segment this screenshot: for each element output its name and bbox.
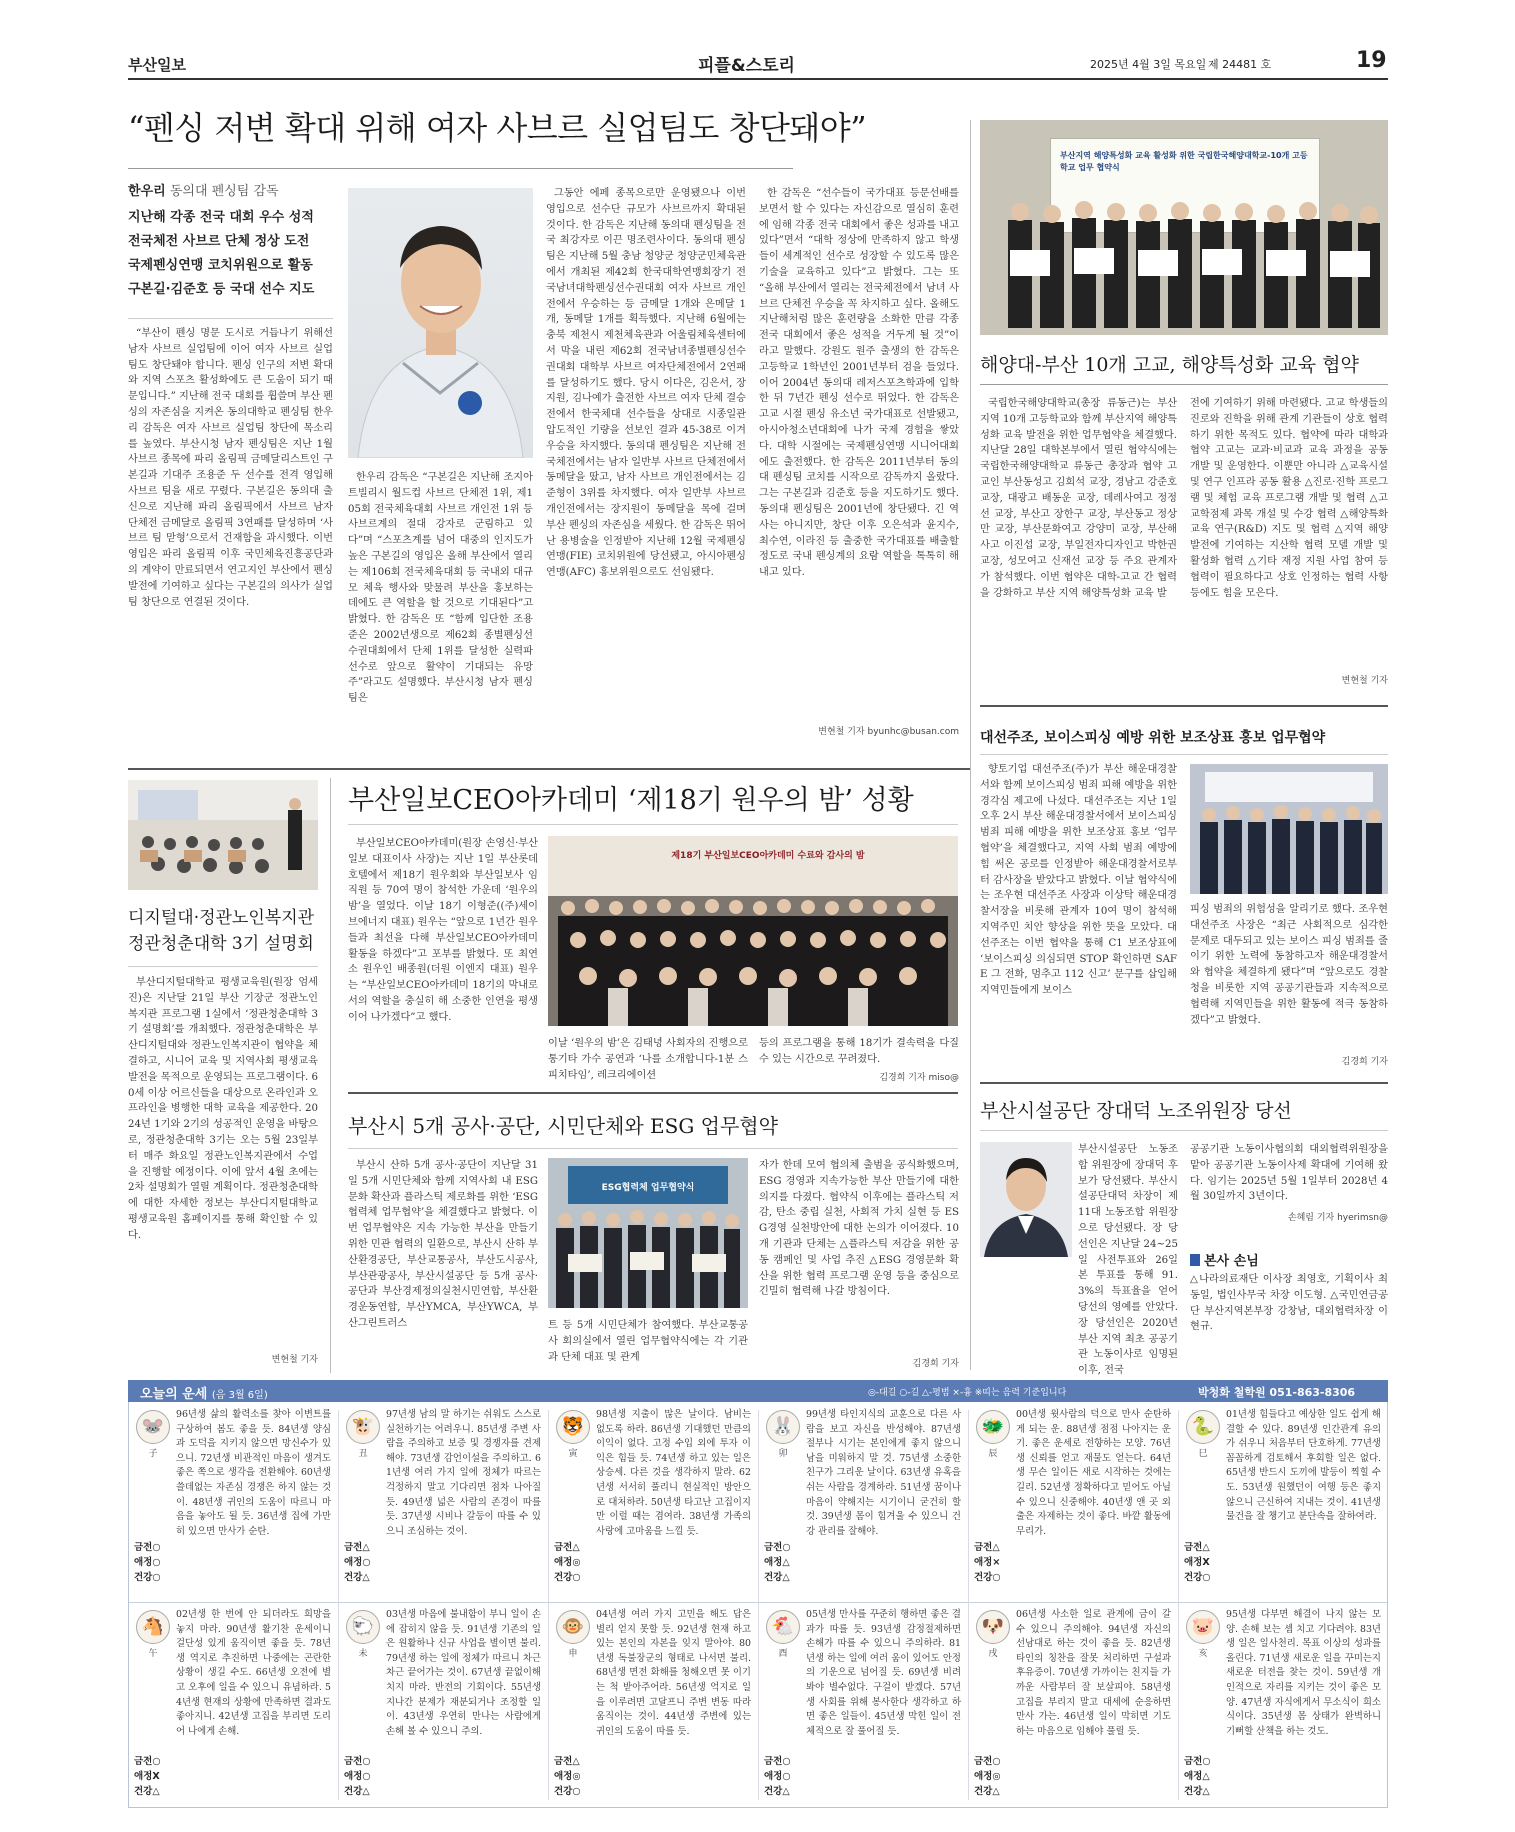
- sign-label: 卯: [778, 1449, 788, 1459]
- snake-icon: 🐍: [1186, 1410, 1220, 1444]
- digital-photo: [128, 780, 318, 890]
- fortune-ratings: 금전○ 애정○ 건강△: [344, 1756, 371, 1797]
- fortune-ratings: 금전○ 애정△ 건강△: [764, 1542, 791, 1583]
- ocean-banner-text: 부산지역 해양특성화 교육 활성화 위한 국립한국해양대학교-10개 고등학교 업무 협약식: [1060, 151, 1308, 172]
- ocean-mou-headline: 해양대-부산 10개 고교, 해양특성화 교육 협약: [980, 354, 1359, 376]
- fortune-ratings: 금전△ 애정○ 건강△: [344, 1542, 371, 1583]
- dog-icon: 🐶: [976, 1610, 1010, 1644]
- ocean-col-1: 국립한국해양대학교(총장 류동근)는 부산 지역 10개 고등학교와 함께 부산지역 해양특성화 교육 발전을 위한 업무협약을 체결했다. 지난달 28일 대학본부에서 열린 협약식에는 국립한국해양대학교 류동근 총장과 협약 고교인 부산동성고 김희석 교장, 경남고 강준호 교장, 대광고 배동운 교장, 데레사여고 정정선 교장, 부산고 장한구 교장, 부산동고 정상만 교장, 부산문화여고 강양미 교장, 부산해사고 이진섭 교장, 부일전자디자인고 박한권 교장, 성모여고 신재선 교장 등 주요 관계자가 참석했다. 이번 협약은 대학-고교 간 협력을 강화하고 부산 지역 해양특성화 교육 발: [980, 398, 1177, 599]
- fortune-ratings: 금전△ 애정× 건강○: [974, 1542, 1001, 1583]
- fortune-cell-sheep: [338, 1608, 548, 1804]
- union-col-2: 공공기관 노동이사협의회 대외협력위원장을 맡아 공공기관 노동이사제 확대에 기여해 왔다. 임기는 2025년 5월 1일부터 2028년 4월 30일까지 3년이다.: [1190, 1144, 1388, 1203]
- fortune-cell-dragon: [968, 1408, 1178, 1602]
- rat-icon: 🐭: [136, 1410, 170, 1444]
- fortune-ratings: 금전△ 애정◎ 건강○: [554, 1756, 581, 1797]
- interview-col-3: 그동안 에페 종목으로만 운영됐으나 이번 영입으로 선수단 규모가 사브르까지 확대된 것이다. 한 감독은 지난해 동의대 펜싱팀을 전국 최강자로 이끈 명조련사이다. 동의대 펜싱팀은 지난해 5월 충남 청양군 청양군민체육관에서 개최된 제42회 한국대학연맹회장기 전국남녀대학펜싱선수권대회 여자 사브르 개인전에서 우승하는 등 금메달 1개와 은메달 1개, 동메달 1개를 획득했다. 지난해 6월에는 충북 제천시 제천체육관과 어울림체육센터에서 막을 내린 제62회 전국남녀종별펜싱선수권대회 대학부 사브르 여자단체전에서 2연패를 달성하기도 했다. 당시 이다은, 김은서, 장지원, 김나예가 출전한 사브르 여자 단체 결승전에서 한국체대 선수들을 상대로 시종일관 압도적인 기량을 선보인 결과 45-38로 이겨 우승을 차지했다. 동의대 펜싱팀은 지난해 전국체전에서는 남자 일반부 사브르 단체전에서 동메달을 땄고, 남자 사브르 개인전에서는 김준형이 3위를 차지했다. 여자 일반부 사브르 개인전에서는 장지원이 동메달을 목에 걸며 부산 펜싱의 자존심을 세웠다. 한 감독은 뛰어난 용병술을 인정받아 지난해 12월 국제펜싱연맹(FIE) 코치위원에 당선됐고, 아시아펜싱연맹(AFC) 홍보위원으로도 선임됐다.: [546, 188, 746, 579]
- esg-col-3: 자가 한데 모여 협의체 출범을 공식화했으며, ESG 경영과 지속가능한 부산 만들기에 대한 의지를 다졌다. 협약식 이후에는 플라스틱 저감, 탄소 중립 실천, 사회적 가치 실현 등 ESG경영 실천방안에 대한 논의가 이어졌다. 10개 기관과 단체는 △플라스틱 저감을 위한 공동 캠페인 및 사업 추진 △ESG 경영문화 확산을 위한 협력 프로그램 운영 등을 중심으로 긴밀히 협력해 나갈 방침이다.: [759, 1160, 959, 1298]
- interview-col-2: 한우리 감독은 “구본길은 지난해 조지아 트빌리시 월드컵 사브르 단체전 1위, 제105회 전국체육대회 사브르 개인전 1위 등 사브르계의 절대 강자로 군림하고 있다”며 “스포츠계를 넘어 대중의 인지도가 높은 구본길의 영입은 올해 부산에서 열리는 제106회 전국체육대회 등 국내외 대규모 체육 행사와 맞물려 부산을 홍보하는 데에도 큰 역할을 할 것으로 기대된다”고 밝혔다. 한 감독은 또 “함께 입단한 조용준은 2002년생으로 제62회 종별펜싱선수권대회에서 단체 1위를 달성한 실력파 선수로 앞으로 활약이 기대되는 유망주”라고도 설명했다. 부산시청 남자 펜싱팀은: [348, 472, 533, 705]
- fortune-cell-rooster: [758, 1608, 968, 1804]
- esg-banner: ESG협력체 업무협약식: [601, 1183, 695, 1193]
- ocean-byline: 변현철 기자: [1341, 676, 1388, 686]
- sign-label: 辰: [988, 1449, 998, 1459]
- issue-date: 2025년 4월 3일 목요일: [1090, 58, 1207, 71]
- ocean-col-2: 전에 기여하기 위해 마련됐다. 고교 학생들의 진로와 진학을 위해 관계 기관들이 상호 협력하기 위한 목적도 있다. 협약에 따라 대학과 협약 고교는 교과·비교과 교육 과정을 공동 개발 및 운영한다. 이뿐만 아니라 △교육시설 및 연구 인프라 공동 활용 △진로·진학 프로그램 및 체험 교육 프로그램 개발 및 협력 △고교학점제 과목 개설 및 수강 협력 △해양특화 교육 연구(R&D) 지도 및 협력 △지역 해양 발전에 기여하는 지산학 협력 모델 개발 및 활성화 협력 △기타 재정 지원 사업 참여 등 협력이 필요하다고 상호 인정하는 협력 사항 등에도 힘을 모은다.: [1190, 398, 1388, 599]
- sign-label: 丑: [358, 1449, 368, 1459]
- daesun-col-1: 향토기업 대선주조(주)가 부산 해운대경찰서와 함께 보이스피싱 범죄 피해 예방을 위한 경각심 제고에 나섰다. 대선주조는 지난 1일 오후 2시 부산 해운대경찰서에서 보이스피싱 범죄 피해 예방을 위한 보조상표 홍보 ‘업무협약’을 체결했다고, 지역 사회 범죄 예방에 힘 써온 공로를 인정받아 해운대경찰서로부터 감사장을 받았다고 밝혔다. 이날 협약식에는 조우현 대선주조 사장과 이상탁 해운대경찰서장을 비롯해 관계자 10여 명이 참석해 지역주민 치안 향상을 위한 뜻을 모았다. 대선주조는 이번 협약을 통해 C1 보조상표에 ‘보이스피싱 의심되면 STOP 확인하면 SAFE 그 전화, 멈추고 112 신고’ 문구를 삽입해 지역민들에게 보이스: [980, 764, 1177, 997]
- guests-label: [1190, 1250, 1259, 1269]
- deck-line: 지난해 각종 전국 대회 우수 성적: [128, 210, 314, 225]
- monkey-icon: 🐵: [556, 1610, 590, 1644]
- deck-line: 전국체전 사브르 단체 정상 도전: [128, 234, 310, 249]
- section-name: 피플&스토리: [698, 56, 795, 76]
- guests-text: △나라의료재단 이사장 최영호, 기획이사 최동일, 법인사무국 차장 이도형. △국민연금공단 부산지역본부장 강창남, 대외협력차장 이현규.: [1190, 1274, 1388, 1333]
- interview-col-1: “부산이 펜싱 명문 도시로 거듭나기 위해선 남자 사브르 실업팀에 이어 여자 사브르 실업팀도 창단돼야 합니다. 펜싱 인구의 저변 확대와 지역 스포츠 활성화에도 큰 도움이 되기 때문입니다.” 지난해 전국 대회를 휩쓸며 부산 펜싱의 자존심을 지켜온 동의대학교 펜싱팀 한우리 감독은 여자 사브르 실업팀 창단에 목소리를 높였다. 부산시청 남자 펜싱팀은 지난 1월 사브르 종목에 파리 올림픽 금메달리스트인 구본길과 기대주 조용준 두 선수를 전격 영입해 사브르 팀을 새로 꾸렸다. 구본길은 동의대 출신으로 지난해 파리 올림픽에서 사브르 남자 단체전 금메달로 올림픽 3연패를 달성하며 ‘사브르 팀 맏형’으로서 건재함을 과시했다. 이번 영입은 파리 올림픽 이후 국민체육진흥공단과의 계약이 만료되면서 연고지인 부산에서 펜싱 발전에 기여하고 싶다는 구본길의 의사가 실업팀 창단으로 연결된 것이다.: [128, 328, 333, 608]
- esg-byline: 김경희 기자: [912, 1359, 959, 1369]
- fortune-cell-monkey: [548, 1608, 758, 1804]
- page-number: 19: [1356, 48, 1387, 73]
- union-portrait: [980, 1142, 1072, 1257]
- fortune-text: 95년생 다부면 해결이 나지 않는 모양. 손해 보는 셈 치고 기다려야. 83년생 일은 일사천리. 목표 이상의 성과를 올린다. 71년생 새로운 일을 꾸미는지 새로운 터전을 찾는 것이. 59년생 개인적으로 자리를 지키는 것이 좋은 모양. 47년생 자식에게서 무소식이 희소식이다. 35년생 몸 상태가 완벽하니 기뻐할 산책을 하는 것도.: [1226, 1609, 1381, 1737]
- esg-headline: 부산시 5개 공사·공단, 시민단체와 ESG 업무협약: [348, 1114, 778, 1138]
- union-col-1: 부산시설공단 노동조합 위원장에 장대덕 후보가 당선됐다. 부산시설공단대덕 차장이 제11대 노동조합 위원장으로 당선됐다. 장 당선인은 지난달 24~25일 사전투표와 26일 본 투표를 통해 91.3%의 득표율을 얻어 당선의 영예를 안았다. 장 당선인은 2020년 부산 지역 최초 공공기관 노동이사로 임명된 이후, 전국: [1078, 1144, 1178, 1377]
- horse-icon: 🐴: [136, 1610, 170, 1644]
- rooster-icon: 🐔: [766, 1610, 800, 1644]
- digital-byline: 변현철 기자: [271, 1355, 318, 1365]
- esg-group: [548, 1158, 748, 1308]
- ceo-photo: [548, 836, 958, 1026]
- esg-caption: 트 등 5개 시민단체가 참여했다. 부산교통공사 회의실에서 열린 업무협약식에는 각 기관과 단체 대표 및 관계: [548, 1320, 748, 1363]
- ceo-col-1: 부산일보CEO아카데미(원장 손영신·부산일보 대표이사 사장)는 지난 1일 부산롯데호텔에서 제18기 원우회와 부산일보사 임직원 등 70여 명이 참석한 가운데 ‘원우의 밤’을 열었다. 이날 18기 이형준((주)세이브에너지 대표) 원우는 “앞으로 1년간 원우들과 최선을 다해 부산일보CEO아카데미 활동을 하겠다”고 포부를 밝혔다. 또 최연소 원우인 배종원(더원 이엔지 대표) 원우는 “부산일보CEO아카데미 18기의 막내로서의 역할을 충실히 해 소중한 인연을 평생 이어 나가겠다”고 했다.: [348, 838, 538, 1023]
- fortune-cell-snake: [1178, 1408, 1388, 1602]
- deck-line: 국제펜싱연맹 코치위원으로 활동: [128, 258, 313, 273]
- digital-headline-2: 정관청춘대학 3기 설명회: [128, 934, 314, 954]
- interview-headline: “펜싱 저변 확대 위해 여자 사브르 실업팀도 창단돼야”: [128, 109, 867, 147]
- sign-label: 子: [148, 1449, 158, 1459]
- sign-label: 寅: [568, 1449, 578, 1459]
- union-portrait-illustration: [980, 1142, 1072, 1257]
- daesun-headline: 대선주조, 보이스피싱 예방 위한 보조상표 홍보 업무협약: [980, 730, 1326, 746]
- fortune-text: 03년생 마음에 불내함이 부니 일이 손에 잡히지 않을 듯. 91년생 기존의 일은 원활하나 신규 사업을 별이면 불리. 79년생 하는 일에 정체가 따르니 차근차근 끝어가는 것이. 67년생 끝없이해치지 마라. 반전의 기회이다. 55년생 지나간 분제가 재분되거나 조정할 일이. 43년생 우연히 만나는 사람에게 손해 볼 수 있으니 주의.: [386, 1609, 541, 1737]
- fortune-title: 오늘의 운세 (음 3월 6일): [140, 1387, 268, 1402]
- fortune-legend: ◎-대길 ○-길 △-평범 ×-흉 ※띠는 음력 기준입니다: [868, 1388, 1067, 1398]
- portrait-illustration: [348, 188, 533, 458]
- sign-label: 申: [568, 1649, 578, 1659]
- guests-label-text: 본사 손님: [1204, 1254, 1259, 1269]
- interview-col-4: 한 감독은 “선수들이 국가대표 등문선배를 보면서 할 수 있다는 자신감으로 열심히 훈련에 임해 각종 전국 대회에서 좋은 성과를 내고 있다”면서 “대학 정상에 만족하지 않고 학생들이 세계적인 선수로 성장할 수 있도록 많은 기술을 교육하고 있다”고 밝혔다. 그는 또 “올해 부산에서 열리는 전국체전에서 남녀 사브르 단체전 우승을 꼭 차지하고 싶다. 올해도 지난해처럼 많은 훈련량을 소화한 만큼 각종 전국 대회에서 좋은 성적을 거두게 될 것”이라고 말했다. 강원도 원주 출생의 한 감독은 고등학교 1학년인 2001년부터 검을 들었다. 이어 2004년 동의대 레저스포츠학과에 입학한 뒤 7년간 펜싱 선수로 뛰었다. 한 감독은 고교 시절 펜싱 유소년 국가대표로 선발됐고, 아시아청소년대회에 나가 국제 경험을 쌓았다. 대학 시절에는 국제펜싱연맹 시니어대회에도 출전했다. 한 감독은 2011년부터 동의대 펜싱팀 코치를 시작으로 감독까지 올랐다. 그는 구본길과 김준호 등을 지도하기도 했다. 동의대 펜싱팀은 2001년에 창단됐다. 긴 역사는 아니지만, 창단 이후 오은석과 윤지수, 최수연, 이라진 등 출중한 국가대표를 배출할 정도로 국내 펜싱계의 요람 역할을 톡톡히 해내고 있다.: [759, 188, 959, 579]
- ceo-group: [548, 836, 958, 1026]
- sign-label: 未: [358, 1649, 368, 1659]
- ceo-headline: 부산일보CEO아카데미 ‘제18기 원우의 밤’ 성황: [348, 785, 914, 816]
- fortune-ratings: 금전○ 애정○ 건강△: [764, 1756, 791, 1797]
- subject-name: 한우리: [128, 184, 166, 199]
- interview-byline: 변현철 기자 byunhc@busan.com: [818, 727, 959, 737]
- fortune-cell-horse: [128, 1608, 338, 1804]
- digital-audience: [128, 780, 318, 890]
- daesun-people: [1190, 764, 1388, 894]
- fortune-ratings: 금전○ 애정X 건강△: [134, 1756, 161, 1797]
- rabbit-icon: 🐰: [766, 1410, 800, 1444]
- fortune-text: 06년생 사소한 일로 관계에 금이 갈 수 있으니 주의해야. 94년생 자신의 선남대로 하는 것이 좋을 듯. 82년생 타인의 칭찬을 잘못 처리하면 구설과 후유증이. 70년생 가까이는 친지들 가까운 사람부터 잘 보살피야. 58년생 고집을 부리지 말고 대세에 순응하면 만사 가는. 46년생 일이 막히면 기도하는 마음으로 임해야 풀릴 듯.: [1016, 1609, 1171, 1737]
- pig-icon: 🐷: [1186, 1610, 1220, 1644]
- ceo-banner: 제18기 부산일보CEO아카데미 수료와 감사의 밤: [671, 851, 865, 861]
- sign-label: 巳: [1198, 1449, 1208, 1459]
- digital-body: 부산디지털대학교 평생교육원(원장 엄세진)은 지난달 21일 부산 기장군 정관노인복지관 프로그램 1실에서 ‘정관청춘대학 3기 설명회’를 개최했다. 정관청춘대학은 부산디지털대와 정관노인복지관이 협약을 체결하고, 시니어 교육 및 지역사회 평생교육 발전을 목적으로 운영되는 프로그램이다. 60세 이상 어르신들을 대상으로 온라인과 오프라인을 병행한 대학 교육을 제공한다. 2024년 1기와 2기의 성공적인 운영을 바탕으로, 정관청춘대학 3기는 오는 5월 23일부터 매주 화요일 정관노인복지관에서 수업을 진행할 예정이다. 이에 앞서 4월 초에는 2차 설명회가 열릴 계획이다. 정관청춘대학에 대한 자세한 정보는 부산디지털대학교 평생교육원 홈페이지를 통해 확인할 수 있다.: [128, 977, 318, 1241]
- daesun-col-2: 피싱 범죄의 위험성을 알리기로 했다. 조우현 대선주조 사장은 “최근 사회적으로 심각한 문제로 대두되고 있는 보이스 피싱 범죄를 줄이기 위한 노력에 동참하고자 해운대경찰서와 협약을 체결하게 됐다”며 “앞으로도 경찰청을 비롯한 지역 공공기관들과 지속적으로 협력해 지역민들을 위한 활동에 적극 동참하겠다”고 밝혔다.: [1190, 904, 1388, 1026]
- fortune-text: 99년생 타인지식의 교훈으로 다른 사람을 보고 자신을 반성해야. 87년생 절부나 시기는 본인에게 좋지 않으니 남을 미워하지 말 것. 75년생 소중한 친구가 그리운 날이다. 63년생 유혹을 쉬는 사람을 경계하라. 51년생 꿈이나 마음이 약해지는 시기이니 굳건히 할 것. 39년생 몸이 힘겨울 수 있으니 건강 관리를 잘해야.: [806, 1409, 961, 1537]
- daesun-photo: [1190, 764, 1388, 894]
- fortune-ratings: 금전○ 애정○ 건강○: [134, 1542, 161, 1583]
- ocean-mou-photo: [980, 120, 1388, 335]
- issue-number: 제 24481 호: [1208, 58, 1272, 71]
- sheep-icon: 🐑: [346, 1610, 380, 1644]
- interview-subject: [128, 180, 279, 199]
- fortune-ratings: 금전△ 애정◎ 건강○: [554, 1542, 581, 1583]
- paper-name: 부산일보: [128, 56, 186, 74]
- sign-label: 戌: [988, 1649, 998, 1659]
- fortune-text: 00년생 윗사람의 덕으로 만사 순탄하게 되는 운. 88년생 점점 나아지는 운기. 좋은 운세로 전향하는 모양. 76년생 신뢰를 얻고 재물도 얻는다. 64년생 무슨 일이든 새로 시작하는 것에는 길리. 52년생 정확하다고 믿어도 아닐 수 있으니 신중해야. 40년생 앤 곳 외출은 자제하는 것이 좋다. 바깥 활동에 무리가.: [1016, 1409, 1171, 1537]
- fortune-cell-dog: [968, 1608, 1178, 1804]
- digital-headline: [128, 905, 314, 957]
- portrait-photo: [348, 188, 533, 458]
- fortune-cell-ox: [338, 1408, 548, 1602]
- ceo-caption-2: 등의 프로그램을 통해 18기가 결속력을 다질 수 있는 시간으로 꾸려졌다.: [759, 1038, 959, 1065]
- fortune-text: 01년생 힘들다고 예상한 일도 쉽게 해결할 수 있다. 89년생 인간관계 유의가 쉬우니 처음부터 단호하게. 77년생 꼼꼼하게 검토해서 후회할 일은 없다. 65년생 반드시 도끼에 발등이 찍힐 수도. 53년생 원했던이 여행 등은 좋지 않으니 근신하여 지내는 것이. 41년생 물건을 잘 챙기고 분단속을 잘하여라.: [1226, 1409, 1381, 1523]
- esg-photo: [548, 1158, 748, 1308]
- fortune-ratings: 금전○ 애정△ 건강△: [1184, 1756, 1211, 1797]
- fortune-cell-tiger: [548, 1408, 758, 1602]
- sign-label: 亥: [1198, 1649, 1208, 1659]
- digital-headline-1: 디지털대·정관노인복지관: [128, 908, 315, 928]
- union-headline: 부산시설공단 장대덕 노조위원장 당선: [980, 1100, 1292, 1122]
- fortune-bar: [128, 1380, 1388, 1402]
- tiger-icon: 🐯: [556, 1410, 590, 1444]
- guests-marker: [1190, 1254, 1200, 1266]
- fortune-text: 04년생 여러 가지 고민을 해도 답은 별리 얻지 못할 듯. 92년생 현재 하고 있는 본인의 자본을 잊지 말아야. 80년생 독불장군의 형태로 나서면 불리. 68년생 면전 화해를 청해오면 못 이기는 척 받아주어라. 56년생 억지로 일을 이루려면 고달프니 주변 변동 따라 움직이는 것이. 44년생 주변에 있는 귀인의 도움이 따를 듯.: [596, 1609, 751, 1737]
- fortune-ratings: 금전△ 애정X 건강○: [1184, 1542, 1211, 1583]
- sign-label: 酉: [778, 1649, 788, 1659]
- dragon-icon: 🐲: [976, 1410, 1010, 1444]
- fortune-text: 02년생 한 번에 안 되더라도 희망을 놓지 마라. 90년생 활기찬 운세이니 걸단성 있게 움직이면 좋을 듯. 78년생 역지로 추진하면 나중에는 곤란한 상황이 생길 수도. 66년생 오전에 별고 오후에 일을 수 있으니 유념하라. 54년생 현재의 상황에 만족하면 결과도 좋아지니. 42년생 고집을 부리면 도리어 나에게 손해.: [176, 1609, 331, 1737]
- ox-icon: 🐮: [346, 1410, 380, 1444]
- sign-label: 午: [148, 1649, 158, 1659]
- interview-deck: [128, 206, 333, 302]
- fortune-author: 박청화 철학원 051-863-8306: [1198, 1386, 1356, 1399]
- deck-line: 구본길·김준호 등 국대 선수 지도: [128, 282, 315, 297]
- fortune-cell-rat: [128, 1408, 338, 1602]
- esg-col-1: 부산시 산하 5개 공사·공단이 지난달 31일 5개 시민단체와 함께 지역사회 내 ESG 문화 확산과 플라스틱 제로화를 위한 ‘ESG협력체 업무협약’을 체결했다고 밝혔다. 이번 업무협약은 지속 가능한 부산을 만들기 위한 민관 협력의 일환으로, 부산시 산하 부산환경공단, 부산교통공사, 부산도시공사, 부산관광공사, 부산시설공단 등 5개 공사·공단과 부산경제정의실천시민연합, 부산환경운동연합, 부산YMCA, 부산YWCA, 부산그린트러스: [348, 1160, 538, 1329]
- masthead: [128, 50, 1388, 80]
- fortune-text: 96년생 삶의 활력소를 찾아 이변트를 구상하여 봄도 좋을 듯. 84년생 양심과 도덕을 지키지 않으면 망신수가 있으니. 72년생 비관적인 마음이 생겨도 좋은 쪽으로 생각을 전환해야. 60년생 쓸데없는 자존심 경쟁은 하지 않는 것이. 48년생 귀인의 도움이 따르니 마음을 놓아도 될 듯. 36년생 집에 가만히 있으면 만사가 순탄.: [176, 1409, 331, 1537]
- ocean-people: [980, 120, 1388, 335]
- union-byline: 손혜림 기자 hyerimsn@: [1287, 1213, 1388, 1223]
- ceo-byline: 김경희 기자 miso@: [879, 1073, 959, 1083]
- subject-role: 동의대 펜싱팀 감독: [169, 184, 279, 199]
- fortune-ratings: 금전○ 애정◎ 건강△: [974, 1756, 1001, 1797]
- fortune-cell-pig: [1178, 1608, 1388, 1804]
- daesun-byline: 김경희 기자: [1341, 1057, 1388, 1067]
- fortune-text: 97년생 남의 말 하기는 쉬워도 스스로 실천하기는 어려우니. 85년생 주변 사람을 주의하고 보증 및 경쟁자를 견제해야. 73년생 감언이설을 주의하고. 61년생 여러 가지 일에 정체가 따르는 걱정하지 말고 기다리면 점차 나아질 듯. 49년생 넓은 사람의 존경이 따를 듯. 37년생 시비나 갈등이 따를 수 있으니 조심하는 것이.: [386, 1409, 541, 1537]
- fortune-text: 98년생 지출이 많은 날이다. 남비는 없도록 하라. 86년생 기대했던 만큼의 이익이 없다. 고정 수입 외에 투자 이익은 힘들 듯. 74년생 하고 있는 일은 상승세. 다른 것을 생각하지 말라. 62년생 서서히 풀리니 현실적인 방안으로 대처하라. 50년생 타고난 고집이지만 이럴 때는 겸여라. 38년생 가족의 사랑에 고마움을 느낄 듯.: [596, 1409, 751, 1537]
- fortune-cell-rabbit: [758, 1408, 968, 1602]
- ceo-caption: 이날 ‘원우의 밤’은 김태녕 사회자의 진행으로 통기타 가수 공연과 ‘나를 소개합니다-1분 스피치타임’, 레크리에이션: [548, 1038, 748, 1081]
- fortune-text: 05년생 만사를 꾸준히 행하면 좋은 결과가 따를 듯. 93년생 감정절제하면 손해가 따를 수 있으니 주의하라. 81년생 하는 일에 여러 움이 있어도 안정의 기운으로 넘어질 듯. 69년생 비려봐야 별수없다. 구걸이 받겠다. 57년생 사회를 위해 봉사한다 생각하고 하면 좋은 일들이. 45년생 막힌 일이 전체적으로 잘 풀어질 듯.: [806, 1609, 961, 1737]
